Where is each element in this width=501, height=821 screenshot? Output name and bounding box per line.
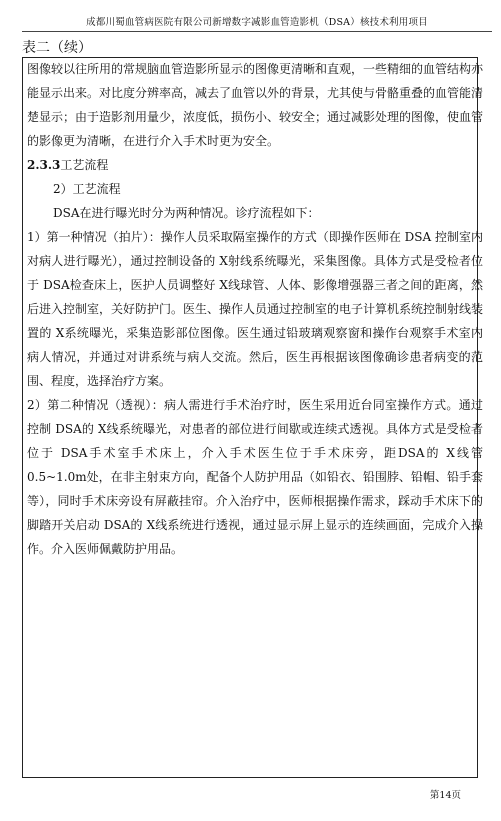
document-body xyxy=(27,57,483,561)
section-number: 2.3.3 xyxy=(27,158,61,172)
table-title: 表二（续） xyxy=(22,40,92,56)
section-heading xyxy=(27,153,483,177)
paragraph-case-2: 2）第二种情况（透视）：病人需进行手术治疗时，医生采用近台同室操作方式。通过控制 DSA的 X线系统曝光，对患者的部位进行间歇或连续式透视。具体方式是受检者位于 DSA手术室手术床上，介入手术医生位于手术床旁，距DSA的 X线管 0.5~1.0m处，在非主射束方向，配备个人防护用品（如铅衣、铅围脖、铅帽、铅手套等），同时手术床旁设有屏蔽挂帘。介入治疗中，医师根据操作需求，踩动手术床下的脚踏开关启动 DSA的 X线系统进行透视，通过显示屏上显示的连续画面，完成介入操作。介入医师佩戴防护用品。 xyxy=(27,398,483,556)
paragraph-image-description: 图像较以往所用的常规脑血管造影所显示的图像更清晰和直观，一些精细的血管结构亦能显示出来。对比度分辨率高，减去了血管以外的背景，尤其使与骨骼重叠的血管能清楚显示；由于造影剂用量少，浓度低，损伤小、较安全；通过减影处理的图像，使血管的影像更为清晰，在进行介入手术时更为安全。 xyxy=(27,62,484,148)
section-title: 工艺流程 xyxy=(60,158,109,172)
paragraph-intro: DSA在进行曝光时分为两种情况。诊疗流程如下： xyxy=(53,206,320,220)
page-number: 第14页 xyxy=(429,790,461,801)
page-header: 成都川蜀血管病医院有限公司新增数字减影血管造影机（DSA）核技术利用项目 xyxy=(22,14,492,32)
paragraph-case-1: 1）第一种情况（拍片）：操作人员采取隔室操作的方式（即操作医师在 DSA 控制室内对病人进行曝光），通过控制设备的 X射线系统曝光，采集图像。具体方式是受检者位于 DSA检查床上，医护人员调整好 X线球管、人体、影像增强器三者之间的距离，然后进入控制室，关好防护门。医生、操作人员通过控制室的电子计算机系统控制射线装置的 X系统曝光，采集造影部位图像。医生通过铅玻璃观察窗和操作台观察手术室内病人情况，并通过对讲系统与病人交流。然后，医生再根据该图像确诊患者病变的范围、程度，选择治疗方案。 xyxy=(27,230,484,388)
subheading: 2）工艺流程 xyxy=(53,182,121,196)
